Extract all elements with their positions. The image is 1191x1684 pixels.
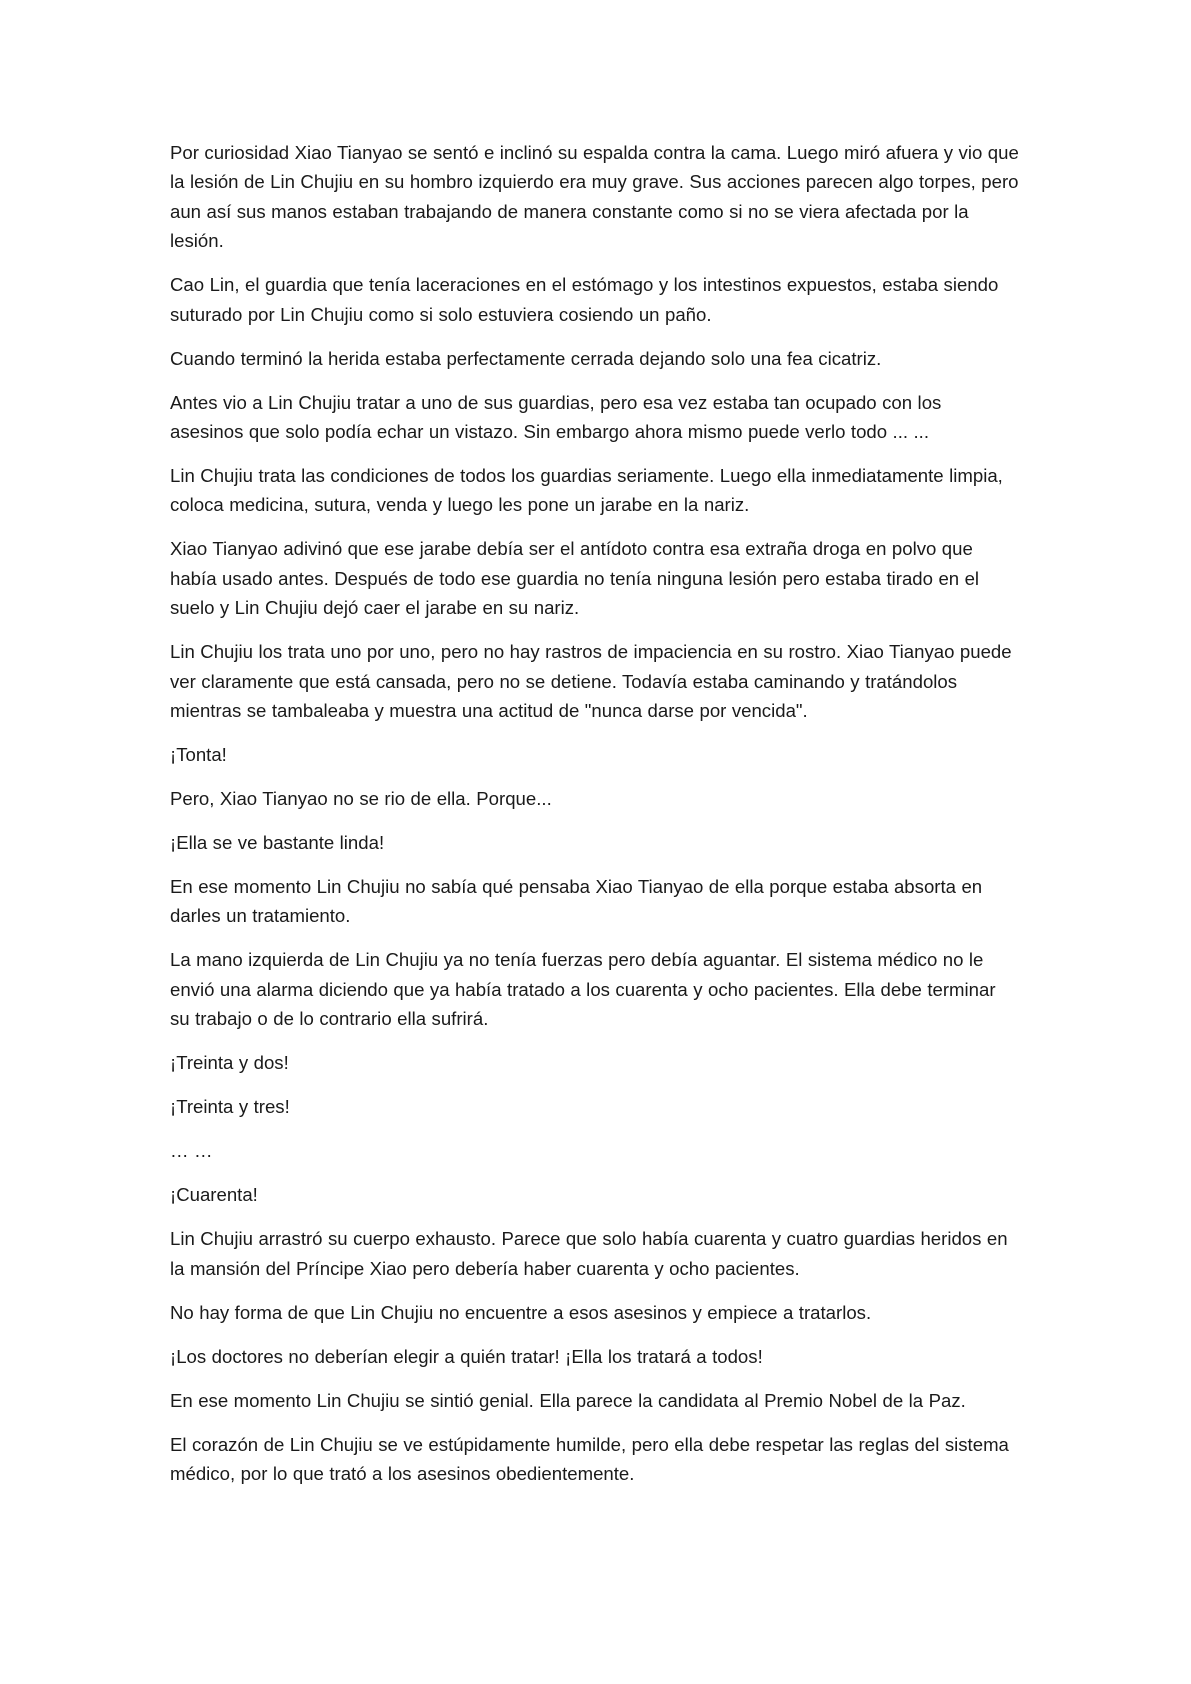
paragraph: ¡Los doctores no deberían elegir a quién tratar! ¡Ella los tratará a todos! [170,1345,763,1367]
paragraph: Cuando terminó la herida estaba perfectamente cerrada dejando solo una fea cicatriz. [170,347,882,369]
paragraph: El corazón de Lin Chujiu se ve estúpidamente humilde, pero ella debe respetar las reglas del sistema médico, por lo que trató a los asesinos obedientemente. [170,1433,1009,1485]
paragraph: La mano izquierda de Lin Chujiu ya no tenía fuerzas pero debía aguantar. El sistema médico no le envió una alarma diciendo que ya había tratado a los cuarenta y ocho pacientes. Ella debe terminar su trabajo o de lo contrario ella sufrirá. [170,949,996,1030]
paragraph: Por curiosidad Xiao Tianyao se sentó e inclinó su espalda contra la cama. Luego miró afuera y vio que la lesión de Lin Chujiu en su hombro izquierdo era muy grave. Sus acciones parecen algo torpes, pero aun así sus manos estaban trabajando de manera constante como si no se viera afectada por la lesión. [170,142,1019,252]
paragraph: En ese momento Lin Chujiu se sintió genial. Ella parece la candidata al Premio Nobel de la Paz. [170,1389,966,1411]
paragraph: ¡Tonta! [170,744,227,766]
paragraph: En ese momento Lin Chujiu no sabía qué pensaba Xiao Tianyao de ella porque estaba absorta en darles un tratamiento. [170,876,983,927]
paragraph: ¡Treinta y dos! [170,1052,289,1074]
paragraph: ¡Cuarenta! [170,1184,258,1206]
paragraph: Cao Lin, el guardia que tenía laceraciones en el estómago y los intestinos expuestos, estaba siendo suturado por Lin Chujiu como si solo estuviera cosiendo un paño. [170,274,999,325]
paragraph: Pero, Xiao Tianyao no se rio de ella. Porque... [170,788,552,810]
paragraph: No hay forma de que Lin Chujiu no encuentre a esos asesinos y empiece a tratarlos. [170,1301,872,1323]
paragraph: … … [170,1140,213,1162]
paragraph: ¡Treinta y tres! [170,1096,290,1118]
document-body [170,138,1020,1503]
paragraph: Lin Chujiu arrastró su cuerpo exhausto. Parece que solo había cuarenta y cuatro guardias heridos en la mansión del Príncipe Xiao pero debería haber cuarenta y ocho pacientes. [170,1228,1008,1279]
paragraph: Lin Chujiu trata las condiciones de todos los guardias seriamente. Luego ella inmediatamente limpia, coloca medicina, sutura, venda y luego les pone un jarabe en la nariz. [170,465,1003,516]
paragraph: Xiao Tianyao adivinó que ese jarabe debía ser el antídoto contra esa extraña droga en polvo que había usado antes. Después de todo ese guardia no tenía ninguna lesión pero estaba tirado en el suelo y Lin Chujiu dejó caer el jarabe en su nariz. [170,538,980,619]
paragraph: Lin Chujiu los trata uno por uno, pero no hay rastros de impaciencia en su rostro. Xiao Tianyao puede ver claramente que está cansada, pero no se detiene. Todavía estaba caminando y tratándolos mientras se tambaleaba y muestra una actitud de "nunca darse por vencida". [170,641,1012,722]
paragraph: Antes vio a Lin Chujiu tratar a uno de sus guardias, pero esa vez estaba tan ocupado con los asesinos que solo podía echar un vistazo. Sin embargo ahora mismo puede verlo todo ... ... [170,391,942,443]
paragraph: ¡Ella se ve bastante linda! [170,832,385,854]
